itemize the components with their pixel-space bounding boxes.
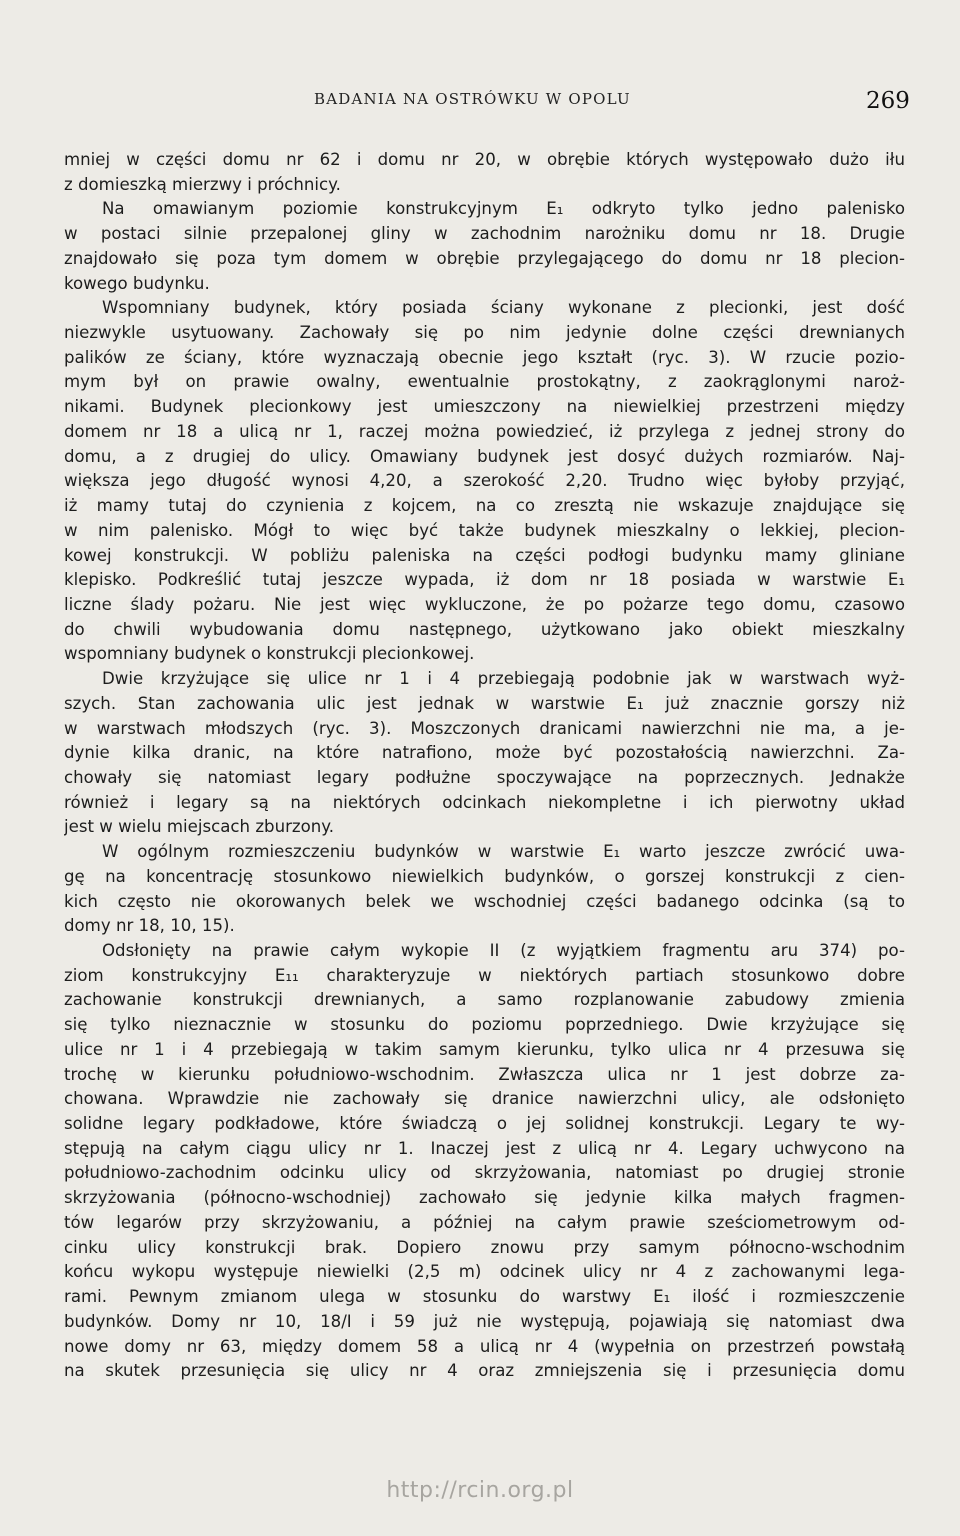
text-line: Wspomniany budynek, który posiada ściany wykonane z plecionki, jest dość — [102, 298, 905, 318]
text-line: w nim palenisko. Mógł to więc być także budynek mieszkalny o lekkiej, plecion- — [64, 520, 905, 540]
text-line: skrzyżowania (północno-wschodniej) zachowało się jedynie kilka małych fragmen- — [64, 1188, 905, 1208]
text-line: liczne ślady pożaru. Nie jest więc wykluczone, że po pożarze tego domu, czasowo — [64, 594, 905, 614]
text-line: Odsłonięty na prawie całym wykopie II (z wyjątkiem fragmentu aru 374) po- — [102, 941, 905, 960]
text-line: nikami. Budynek plecionkowy jest umieszczony na niewielkiej przestrzeni między — [64, 397, 905, 417]
text-line: w warstwach młodszych (ryc. 3). Moszczonych dranicami nawierzchni nie ma, a je- — [64, 718, 905, 738]
text-line: południowo-zachodnim odcinku ulicy od skrzyżowania, natomiast po drugiej stronie — [64, 1163, 905, 1183]
text-line: tów legarów przy skrzyżowaniu, a później na całym prawie sześciometrowym od- — [64, 1212, 905, 1232]
text-line: na skutek przesunięcia się ulicy nr 4 oraz zmniejszenia się i przesunięcia domu — [64, 1361, 905, 1381]
text-line: cinku ulicy konstrukcji brak. Dopiero znowu przy samym północno-wschodnim — [64, 1237, 905, 1257]
text-line: Na omawianym poziomie konstrukcyjnym E₁ odkryto tylko jedno palenisko — [102, 199, 905, 219]
text-line: kowego budynku. — [64, 273, 210, 293]
text-line: chowana. Wprawdzie nie zachowały się dranice nawierzchni ulicy, ale odsłonięto — [64, 1089, 905, 1109]
text-line: w postaci silnie przepalonej gliny w zachodnim narożniku domu nr 18. Drugie — [64, 224, 905, 244]
text-line: kowej konstrukcji. W pobliżu paleniska na części podłogi budynku mamy gliniane — [64, 545, 905, 565]
text-line: domu, a z drugiej do ulicy. Omawiany budynek jest dosyć dużych rozmiarów. Naj- — [64, 446, 905, 466]
text-line: ulice nr 1 i 4 przebiegają w takim samym kierunku, tylko ulica nr 4 przesuwa się — [64, 1039, 905, 1059]
text-line: się tylko nieznacznie w stosunku do poziomu poprzedniego. Dwie krzyżujące się — [64, 1015, 905, 1035]
text-line: domem nr 18 a ulicą nr 1, raczej można powiedzieć, iż przylega z jednej strony do — [64, 421, 905, 441]
body-text — [64, 148, 905, 1384]
text-line: budynków. Domy nr 10, 18/I i 59 już nie występują, pojawiają się natomiast dwa — [64, 1311, 905, 1331]
text-line: gę na koncentrację stosunkowo niewielkich budynków, o gorszej konstrukcji z cien- — [64, 866, 905, 886]
text-line: mniej w części domu nr 62 i domu nr 20, w obrębie których występowało dużo iłu — [64, 150, 905, 169]
text-line: wspomniany budynek o konstrukcji plecionkowej. — [64, 644, 475, 664]
page-header — [0, 88, 960, 128]
text-line: stępują na całym ciągu ulicy nr 1. Inaczej jest z ulicą nr 4. Legary uchwycono na — [64, 1138, 905, 1158]
text-line: Dwie krzyżujące się ulice nr 1 i 4 przebiegają podobnie jak w warstwach wyż- — [102, 669, 905, 689]
text-line: iż mamy tutaj do czynienia z kojcem, na co zresztą nie wskazuje znajdujące się — [64, 496, 905, 516]
text-line: większa jego długość wynosi 4,20, a szerokość 2,20. Trudno więc byłoby przyjąć, — [64, 471, 905, 491]
running-title: BADANIA NA OSTRÓWKU W OPOLU — [314, 90, 631, 108]
page-number: 269 — [866, 88, 910, 114]
text-line: nowe domy nr 63, między domem 58 a ulicą nr 4 (wypełnia on przestrzeń powstałą — [64, 1336, 905, 1356]
text-line: również i legary są na niektórych odcinkach niekompletne i ich pierwotny układ — [64, 792, 905, 812]
text-line: mym był on prawie owalny, ewentualnie prostokątny, z zaokrąglonymi naroż- — [64, 372, 905, 392]
text-line: końcu wykopu występuje niewielki (2,5 m) odcinek ulicy nr 4 z zachowanymi lega- — [64, 1262, 905, 1282]
text-line: solidne legary podkładowe, które świadczą o jej solidnej konstrukcji. Legary te wy- — [64, 1114, 905, 1134]
text-line: dynie kilka dranic, na które natrafiono, może być pozostałością nawierzchni. Za- — [64, 743, 905, 763]
text-line: jest w wielu miejscach zburzony. — [64, 817, 335, 837]
text-line: niezwykle usytuowany. Zachowały się po nim jedynie dolne części drewnianych — [64, 323, 905, 343]
text-line: klepisko. Podkreślić tutaj jeszcze wypada, iż dom nr 18 posiada w warstwie E₁ — [64, 570, 905, 590]
text-line: ziom konstrukcyjny E₁₁ charakteryzuje w niektórych partiach stosunkowo dobre — [64, 965, 905, 985]
text-line: z domieszką mierzwy i próchnicy. — [64, 174, 341, 194]
text-line: palików ze ściany, które wyznaczają obecnie jego kształt (ryc. 3). W rzucie pozio- — [64, 347, 905, 367]
text-line: zachowanie konstrukcji drewnianych, a samo rozplanowanie zabudowy zmienia — [64, 990, 905, 1010]
source-watermark: http://rcin.org.pl — [386, 1478, 574, 1503]
text-line: szych. Stan zachowania ulic jest jednak w warstwie E₁ już znacznie gorszy niż — [64, 693, 905, 713]
text-line: kich często nie okorowanych belek we wschodniej części badanego odcinka (są to — [64, 891, 905, 911]
text-line: domy nr 18, 10, 15). — [64, 916, 235, 936]
text-line: trochę w kierunku południowo-wschodnim. Zwłaszcza ulica nr 1 jest dobrze za- — [64, 1064, 905, 1084]
text-line: znajdowało się poza tym domem w obrębie przylegającego do domu nr 18 plecion- — [64, 248, 905, 268]
text-line: chowały się natomiast legary podłużne spoczywające na poprzecznych. Jednakże — [64, 767, 905, 787]
text-line: do chwili wybudowania domu następnego, użytkowano jako obiekt mieszkalny — [64, 619, 905, 639]
text-line: W ogólnym rozmieszczeniu budynków w warstwie E₁ warto jeszcze zwrócić uwa- — [102, 842, 905, 862]
text-line: rami. Pewnym zmianom ulega w stosunku do warstwy E₁ ilość i rozmieszczenie — [64, 1287, 905, 1307]
